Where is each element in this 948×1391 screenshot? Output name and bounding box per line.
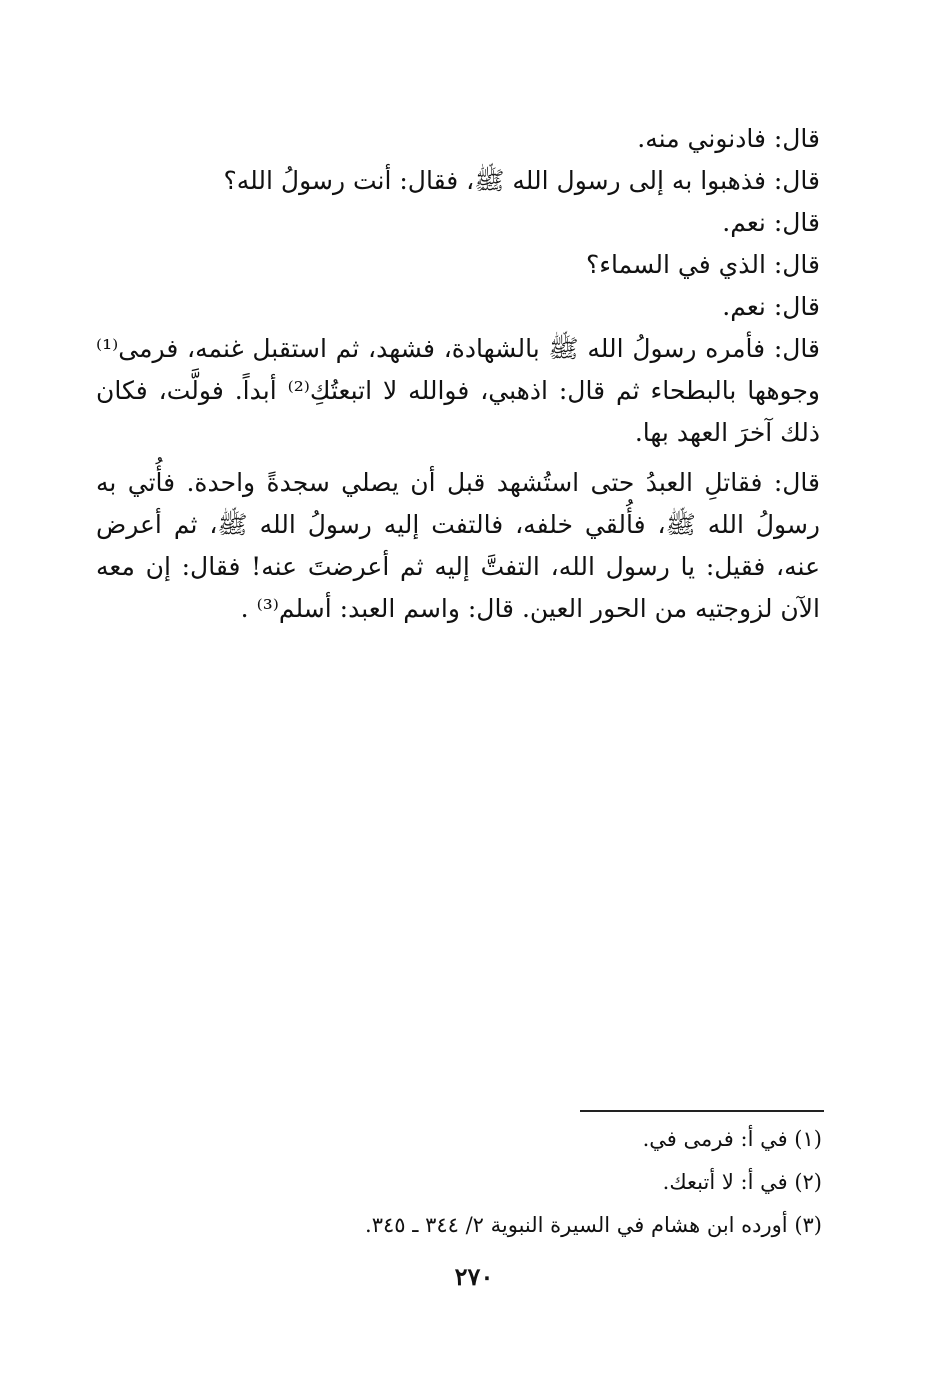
footnotes <box>300 1118 822 1247</box>
footnote-1: (١) في أ: فرمى في. <box>642 1127 822 1151</box>
page-number: ٢٧٠ <box>454 1262 494 1291</box>
paragraph-1: قال: فادنوني منه. <box>637 124 820 153</box>
paragraph-7: قال: فقاتلِ العبدُ حتى استُشهد قبل أن يصلي سجدةً واحدة. فأُتي به رسولُ الله ﷺ، فأُلقي خلفه، فالتفت إليه رسولُ الله ﷺ، ثم أعرض عنه، فقيل: يا رسول الله، التفتَّ إليه ثم أعرضتَ عنه! فقال: إن معه الآن لزوجتيه من الحور العين. قال: واسم العبد: أسلم⁽³⁾ . <box>96 468 820 623</box>
main-text <box>96 118 820 630</box>
paragraph-6: قال: فأمره رسولُ الله ﷺ بالشهادة، فشهد، ثم استقبل غنمه، فرمى⁽¹⁾ وجوهها بالبطحاء ثم قال: اذهبي، فوالله لا اتبعتُكِ⁽²⁾ أبداً. فولَّت، فكان ذلك آخرَ العهد بها. <box>96 334 820 447</box>
footnote-2: (٢) في أ: لا أتبعك. <box>662 1170 822 1194</box>
paragraph-2: قال: فذهبوا به إلى رسول الله ﷺ، فقال: أنت رسولُ الله؟ <box>223 166 820 195</box>
footnote-3: (٣) أورده ابن هشام في السيرة النبوية ٢/ ٣٤٤ ـ ٣٤٥. <box>365 1213 822 1237</box>
paragraph-3: قال: نعم. <box>722 208 820 237</box>
footnote-divider <box>580 1110 824 1112</box>
paragraph-4: قال: الذي في السماء؟ <box>586 250 820 279</box>
paragraph-5: قال: نعم. <box>722 292 820 321</box>
